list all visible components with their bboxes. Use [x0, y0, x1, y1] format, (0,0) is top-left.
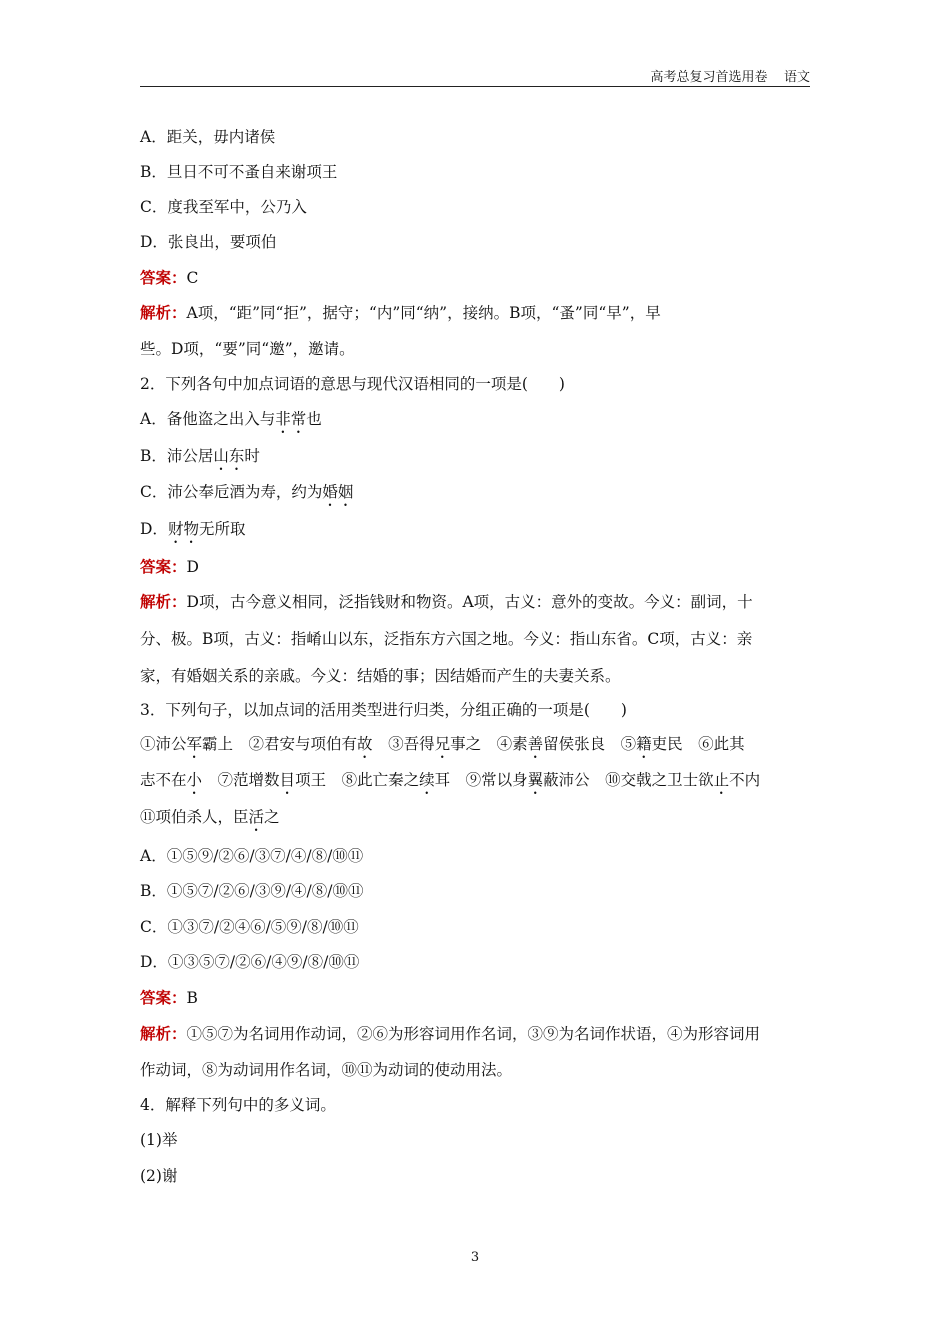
- dotted-word: 财物: [167, 520, 199, 538]
- q3-sentences-line-2: 志不在小 ⑦范增数目项王 ⑧此亡秦之续耳 ⑨常以身翼蔽沛公 ⑩交戟之卫士欲止不内: [140, 771, 761, 789]
- dotted-word: 故: [357, 735, 373, 753]
- answer-line: [140, 556, 199, 578]
- question-4-stem: 4．解释下列句中的多义词。: [140, 1096, 336, 1114]
- answer-value: D: [186, 558, 199, 576]
- analysis-continuation: 作动词，⑧为动词用作名词，⑩⑪为动词的使动用法。: [140, 1061, 513, 1079]
- dotted-word: 翼: [527, 771, 544, 789]
- analysis-label: 解析：: [140, 1024, 187, 1043]
- q3-option-a: A．①⑤⑨/②⑥/③⑦/④/⑧/⑩⑪: [140, 847, 364, 865]
- answer-value: C: [186, 269, 199, 287]
- q3-option-b: B．①⑤⑦/②⑥/③⑨/④/⑧/⑩⑪: [140, 882, 364, 900]
- page-header: [140, 64, 810, 87]
- analysis-label: 解析：: [140, 303, 187, 322]
- dotted-word: 兄: [434, 735, 451, 753]
- option-b-line: B．旦日不可不蚤自来谢项王: [140, 163, 338, 181]
- q3-option-d: D．①③⑤⑦/②⑥/④⑨/⑧/⑩⑪: [140, 953, 360, 971]
- analysis-text: ①⑤⑦为名词用作动词，②⑥为形容词用作名词，③⑨为名词作状语，④为形容词用: [186, 1025, 761, 1043]
- dotted-word: 活: [248, 808, 265, 826]
- question-2-stem: 2．下列各句中加点词语的意思与现代汉语相同的一项是( ): [140, 375, 565, 393]
- analysis-continuation: 家，有婚姻关系的亲戚。今义：结婚的事；因结婚而产生的夫妻关系。: [140, 667, 621, 685]
- q3-sentences-line-1: ①沛公军霸上 ②君安与项伯有故 ③吾得兄事之 ④素善留侯张良 ⑤籍吏民 ⑥此其: [140, 735, 745, 753]
- q3-option-c: C．①③⑦/②④⑥/⑤⑨/⑧/⑩⑪: [140, 918, 359, 936]
- dotted-word: 婚姻: [322, 483, 354, 501]
- answer-label: 答案：: [140, 557, 187, 576]
- dotted-word: 目: [279, 771, 296, 789]
- answer-label: 答案：: [140, 988, 187, 1007]
- dotted-word: 军: [186, 735, 203, 753]
- dotted-word: 山东: [213, 447, 245, 465]
- dotted-word: 善: [527, 735, 544, 753]
- option-d-line: D．张良出，要项伯: [140, 233, 277, 251]
- answer-value: B: [186, 989, 198, 1007]
- answer-line: [140, 987, 198, 1009]
- dotted-word: 小: [186, 771, 203, 789]
- answer-label: 答案：: [140, 268, 187, 287]
- q3-sentences-line-3: ⑪项伯杀人，臣活之: [140, 808, 280, 826]
- question-3-stem: 3．下列句子，以加点词的活用类型进行归类，分组正确的一项是( ): [140, 701, 627, 719]
- header-title: 高考总复习首选用卷 语文: [650, 70, 810, 85]
- analysis-line: [140, 1023, 760, 1045]
- answer-line: [140, 267, 198, 289]
- analysis-continuation: 些。D项，“要”同“邀”，邀请。: [140, 340, 355, 358]
- q4-item-2: (2)谢: [140, 1167, 178, 1185]
- analysis-text: D项，古今意义相同，泛指钱财和物资。A项，古义：意外的变故。今义：副词，十: [186, 593, 753, 611]
- analysis-text: A项，“距”同“拒”，据守；“内”同“纳”，接纳。B项，“蚤”同“早”，早: [186, 304, 661, 322]
- dotted-word: 非常: [275, 410, 307, 428]
- q2-option-d: D．财物无所取: [140, 520, 246, 538]
- page-number: 3: [470, 1250, 480, 1265]
- analysis-line: [140, 591, 753, 613]
- dotted-word: 止: [713, 771, 730, 789]
- dotted-word: 籍: [636, 735, 652, 753]
- dotted-word: 续: [419, 771, 435, 789]
- option-a-line: A．距关，毋内诸侯: [140, 128, 276, 146]
- analysis-continuation: 分、极。B项，古义：指崤山以东，泛指东方六国之地。今义：指山东省。C项，古义：亲: [140, 630, 753, 648]
- analysis-label: 解析：: [140, 592, 187, 611]
- analysis-line: [140, 302, 661, 324]
- option-c-line: C．度我至军中，公乃入: [140, 198, 307, 216]
- q2-option-c: C．沛公奉卮酒为寿，约为婚姻: [140, 483, 354, 501]
- q4-item-1: (1)举: [140, 1131, 178, 1149]
- q2-option-b: B．沛公居山东时: [140, 447, 260, 465]
- q2-option-a: A．备他盗之出入与非常也: [140, 410, 322, 428]
